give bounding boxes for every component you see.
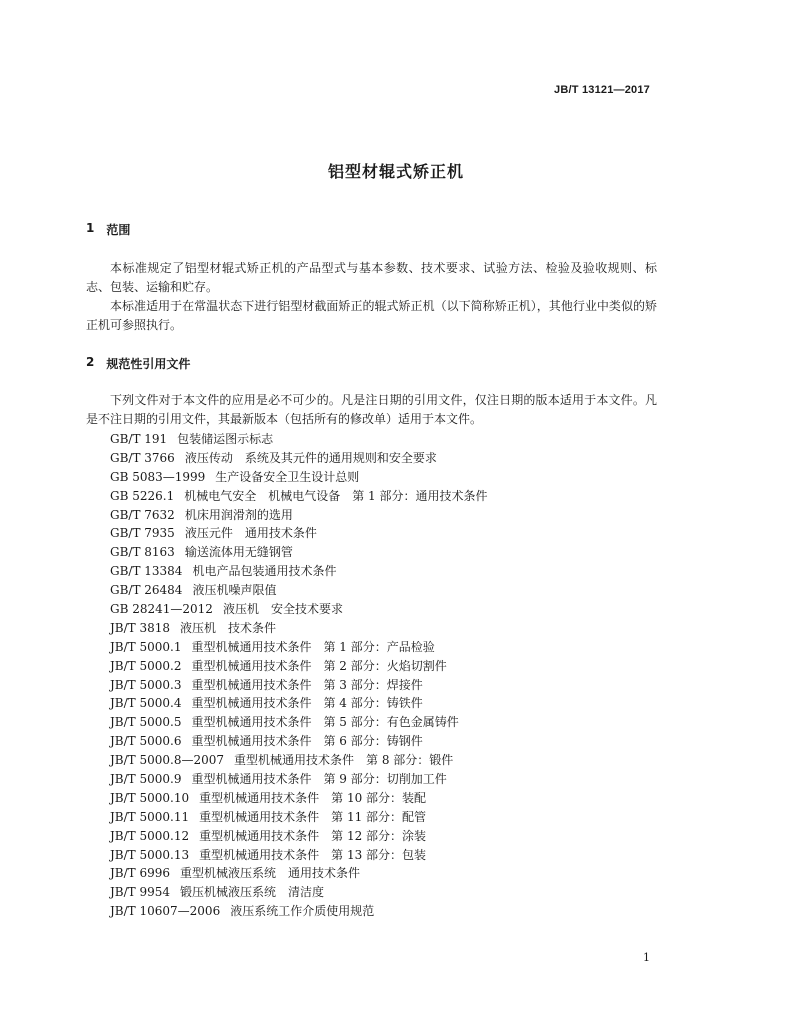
reference-title: 包装储运图示标志 (177, 432, 274, 446)
reference-code: JB/T 5000.13 (110, 847, 190, 862)
reference-title: 生产设备安全卫生设计总则 (215, 469, 360, 484)
scope-paragraph-1: 本标准规定了铝型材辊式矫正机的产品型式与基本参数、技术要求、试验方法、检验及验收规则、标志、包装、运输和贮存。 (86, 261, 657, 294)
reference-item (110, 581, 488, 600)
reference-title: 重型机械通用技术条件 第 6 部分：铸钢件 (191, 734, 423, 749)
reference-code: GB/T 7632 (110, 507, 175, 522)
reference-code: JB/T 5000.9 (110, 772, 182, 787)
reference-code: GB/T 26484 (110, 583, 183, 598)
reference-code: JB/T 5000.10 (110, 790, 190, 805)
reference-item (110, 657, 488, 676)
reference-title: 重型机械液压系统 通用技术条件 (180, 866, 361, 881)
reference-title: 重型机械通用技术条件 第 10 部分：装配 (199, 790, 427, 805)
reference-title: 重型机械通用技术条件 第 2 部分：火焰切割件 (191, 658, 447, 673)
reference-item (110, 902, 488, 921)
normative-reference-list (110, 430, 488, 921)
reference-item (110, 449, 488, 468)
reference-item (110, 864, 488, 883)
reference-title: 重型机械通用技术条件 第 4 部分：铸铁件 (191, 696, 423, 711)
reference-item (110, 543, 488, 562)
reference-code: JB/T 5000.8—2007 (110, 753, 225, 768)
section-title: 范围 (106, 223, 131, 237)
reference-title: 重型机械通用技术条件 第 11 部分：配管 (199, 809, 427, 824)
reference-code: JB/T 5000.12 (110, 828, 190, 843)
reference-code: JB/T 9954 (110, 885, 171, 900)
reference-title: 重型机械通用技术条件 第 5 部分：有色金属铸件 (191, 715, 459, 730)
reference-item (110, 770, 488, 789)
reference-item (110, 846, 488, 865)
reference-item (110, 883, 488, 902)
reference-item (110, 524, 488, 543)
reference-code: GB/T 3766 (110, 450, 175, 465)
references-intro-paragraph: 下列文件对于本文件的应用是必不可少的。凡是注日期的引用文件，仅注日期的版本适用于本文件。凡是不注日期的引用文件，其最新版本（包括所有的修改单）适用于本文件。 (86, 393, 657, 426)
section-number: 2 (86, 355, 95, 369)
reference-title: 液压元件 通用技术条件 (184, 526, 317, 541)
reference-title: 锻压机械液压系统 清洁度 (180, 885, 325, 900)
reference-title: 液压机 安全技术要求 (222, 602, 343, 617)
reference-code: GB 28241—2012 (110, 602, 213, 617)
reference-item (110, 789, 488, 808)
reference-title: 重型机械通用技术条件 第 1 部分：产品检验 (191, 639, 435, 654)
reference-title: 输送流体用无缝钢管 (184, 545, 293, 560)
reference-code: GB 5226.1 (110, 488, 175, 503)
section-1-heading (86, 221, 130, 238)
reference-title: 机床用润滑剂的选用 (184, 507, 293, 522)
reference-title: 重型机械通用技术条件 第 9 部分：切削加工件 (191, 772, 447, 787)
reference-code: GB 5083—1999 (110, 469, 206, 484)
reference-title: 机械电气安全 机械电气设备 第 1 部分：通用技术条件 (184, 488, 488, 503)
reference-item (110, 638, 488, 657)
reference-code: JB/T 5000.11 (110, 809, 190, 824)
reference-title: 重型机械通用技术条件 第 8 部分：锻件 (234, 753, 454, 768)
reference-item (110, 600, 488, 619)
reference-title: 液压机 技术条件 (180, 620, 277, 635)
reference-code: GB/T 191 (110, 432, 168, 446)
reference-item (110, 808, 488, 827)
reference-code: JB/T 5000.4 (110, 696, 182, 711)
reference-code: JB/T 5000.2 (110, 658, 182, 673)
reference-item (110, 694, 488, 713)
reference-item (110, 468, 488, 487)
document-title: 铝型材辊式矫正机 (327, 162, 464, 181)
reference-item (110, 619, 488, 638)
section-2-heading (86, 355, 190, 372)
reference-code: JB/T 3818 (110, 620, 171, 635)
reference-code: JB/T 6996 (110, 866, 171, 881)
reference-code: JB/T 5000.3 (110, 677, 182, 692)
reference-code: GB/T 7935 (110, 526, 175, 541)
scope-paragraph-2: 本标准适用于在常温状态下进行铝型材截面矫正的辊式矫正机（以下简称矫正机），其他行业中类似的矫正机可参照执行。 (86, 299, 657, 332)
reference-title: 重型机械通用技术条件 第 13 部分：包装 (199, 847, 427, 862)
reference-title: 重型机械通用技术条件 第 3 部分：焊接件 (191, 677, 423, 692)
reference-code: JB/T 10607—2006 (110, 904, 221, 919)
reference-title: 液压机噪声限值 (192, 583, 277, 598)
reference-item (110, 430, 488, 449)
reference-title: 液压传动 系统及其元件的通用规则和安全要求 (184, 450, 437, 465)
reference-item (110, 732, 488, 751)
page-number: 1 (643, 951, 650, 964)
section-number: 1 (86, 221, 95, 235)
reference-title: 液压系统工作介质使用规范 (230, 904, 375, 919)
reference-item (110, 713, 488, 732)
reference-code: GB/T 13384 (110, 564, 183, 579)
reference-item (110, 676, 488, 695)
reference-item (110, 562, 488, 581)
reference-title: 机电产品包装通用技术条件 (192, 564, 337, 579)
reference-item (110, 487, 488, 506)
section-title: 规范性引用文件 (106, 357, 191, 371)
reference-item (110, 751, 488, 770)
reference-code: JB/T 5000.1 (110, 639, 182, 654)
reference-item (110, 506, 488, 525)
reference-code: JB/T 5000.6 (110, 734, 182, 749)
reference-item (110, 827, 488, 846)
reference-code: GB/T 8163 (110, 545, 175, 560)
standard-number: JB/T 13121—2017 (554, 84, 650, 96)
reference-title: 重型机械通用技术条件 第 12 部分：涂装 (199, 828, 427, 843)
reference-code: JB/T 5000.5 (110, 715, 182, 730)
